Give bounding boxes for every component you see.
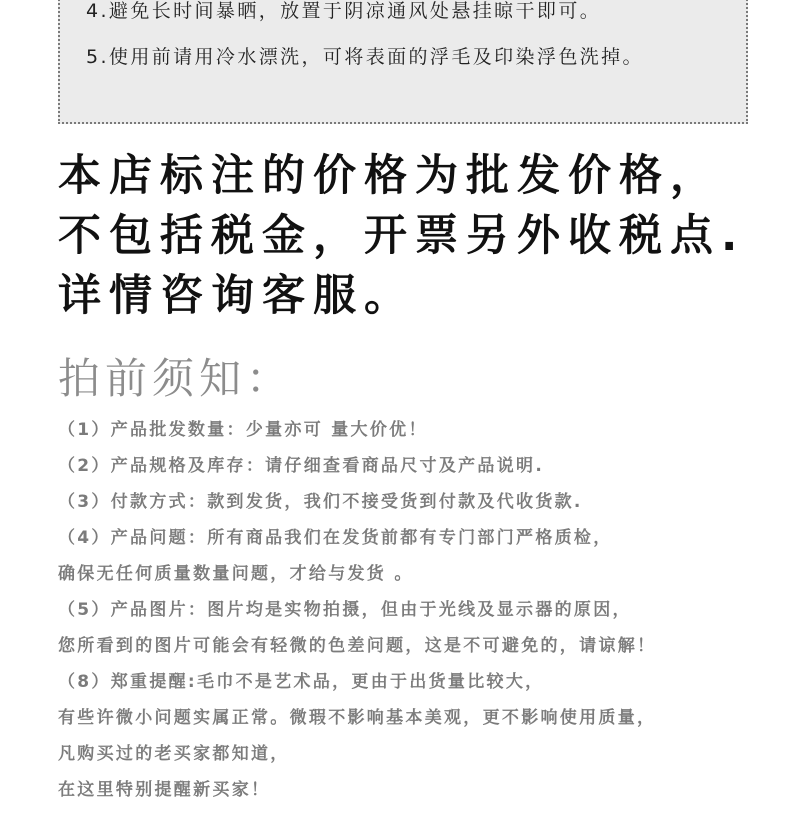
note-line: 您所看到的图片可能会有轻微的色差问题，这是不可避免的，请谅解！ [58,636,657,656]
purchase-notes-heading: 拍前须知： [58,354,294,403]
price-notice-line-1: 本店标注的价格为批发价格， [58,151,721,201]
note-line: （1）产品批发数量：少量亦可 量大价优！ [58,420,428,440]
price-notice [58,146,778,326]
note-line: （2）产品规格及库存：请仔细查看商品尺寸及产品说明. [58,456,545,476]
care-instruction-4: 4.避免长时间暴晒，放置于阴凉通风处悬挂晾干即可。 [86,0,602,22]
note-line: 凡购买过的老买家都知道， [58,744,290,764]
price-notice-line-3: 详情咨询客服。 [58,271,415,321]
care-instruction-5: 5.使用前请用冷水漂洗，可将表面的浮毛及印染浮色洗掉。 [86,46,644,68]
note-line: （3）付款方式：款到发货，我们不接受货到付款及代收货款. [58,492,583,512]
note-line: （8）郑重提醒:毛巾不是艺术品，更由于出货量比较大， [58,672,545,692]
note-line: 有些许微小问题实属正常。微瑕不影响基本美观，更不影响使用质量， [58,708,657,728]
note-line: （5）产品图片：图片均是实物拍摄，但由于光线及显示器的原因， [58,600,632,620]
price-notice-line-2: 不包括税金，开票另外收税点. [58,211,746,261]
note-line: （4）产品问题：所有商品我们在发货前都有专门部门严格质检， [58,528,613,548]
purchase-notes-list [58,412,778,808]
note-line: 在这里特别提醒新买家！ [58,780,271,800]
note-line: 确保无任何质量数量问题，才给与发货 。 [58,564,414,584]
care-instructions-box [58,0,748,124]
